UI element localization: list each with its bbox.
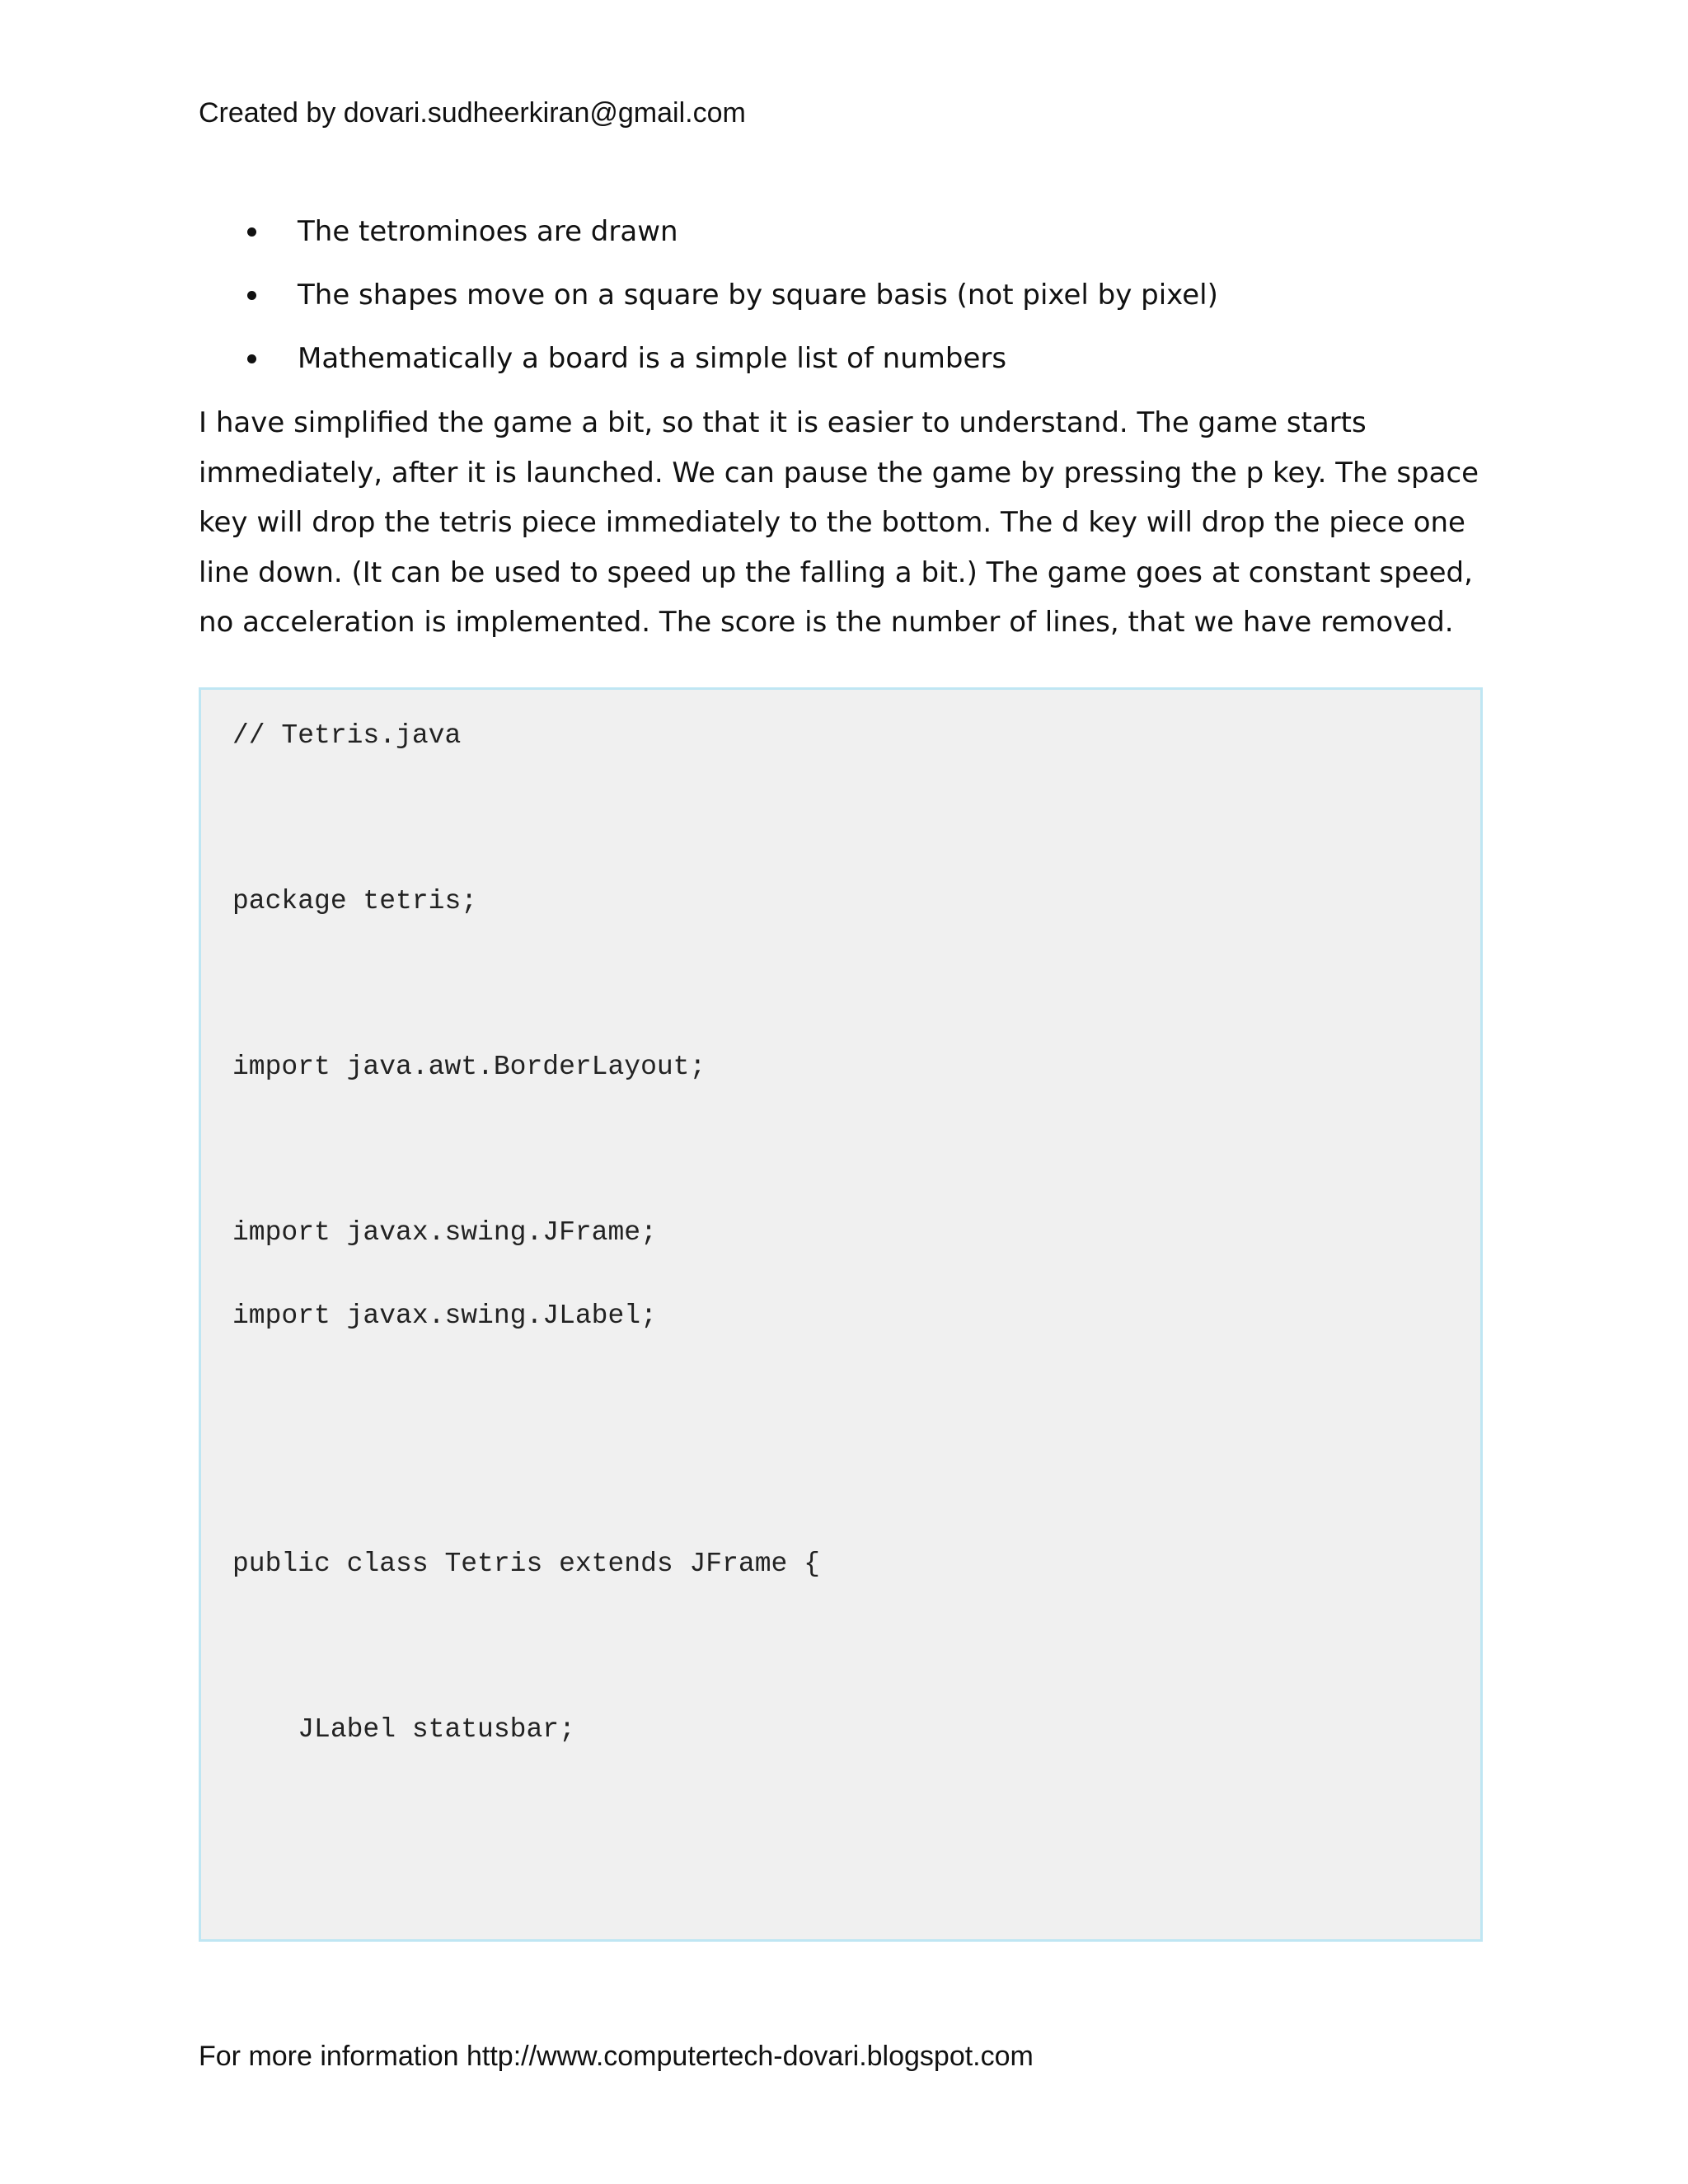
bullet-text: Mathematically a board is a simple list of numbers: [298, 342, 1007, 375]
code-line-comment: // Tetris.java: [232, 720, 462, 751]
paragraph-line: line down. (It can be used to speed up the falling a bit.) The game goes at constant speed,: [199, 555, 1473, 589]
bullet-text: The shapes move on a square by square basis (not pixel by pixel): [298, 279, 1218, 312]
code-line-import: import java.awt.BorderLayout;: [232, 1052, 706, 1082]
bullet-list: [199, 208, 1484, 398]
bullet-item: [199, 271, 1484, 335]
bullet-dot-icon: [247, 291, 256, 300]
bullet-dot-icon: [247, 227, 256, 237]
code-block: [199, 687, 1483, 1942]
paragraph-line: I have simplified the game a bit, so that it is easier to understand. The game starts: [199, 406, 1367, 439]
bullet-item: [199, 335, 1484, 398]
code-line-class-declaration: public class Tetris extends JFrame {: [232, 1549, 820, 1579]
bullet-text: The tetrominoes are drawn: [298, 215, 678, 248]
page-footer: For more information http://www.computertech-dovari.blogspot.com: [199, 2041, 1034, 2072]
page-header: Created by dovari.sudheerkiran@gmail.com: [199, 97, 746, 129]
body-paragraph: [199, 398, 1501, 648]
code-line-package: package tetris;: [232, 886, 478, 916]
code-line-field: JLabel statusbar;: [232, 1714, 575, 1745]
paragraph-line: no acceleration is implemented. The score is the number of lines, that we have removed.: [199, 606, 1454, 639]
code-line-import: import javax.swing.JLabel;: [232, 1301, 657, 1331]
code-line-import: import javax.swing.JFrame;: [232, 1217, 657, 1248]
bullet-item: [199, 208, 1484, 271]
paragraph-line: immediately, after it is launched. We can pause the game by pressing the p key. The space: [199, 456, 1479, 490]
bullet-dot-icon: [247, 354, 256, 363]
paragraph-line: key will drop the tetris piece immediately to the bottom. The d key will drop the piece one: [199, 506, 1465, 539]
